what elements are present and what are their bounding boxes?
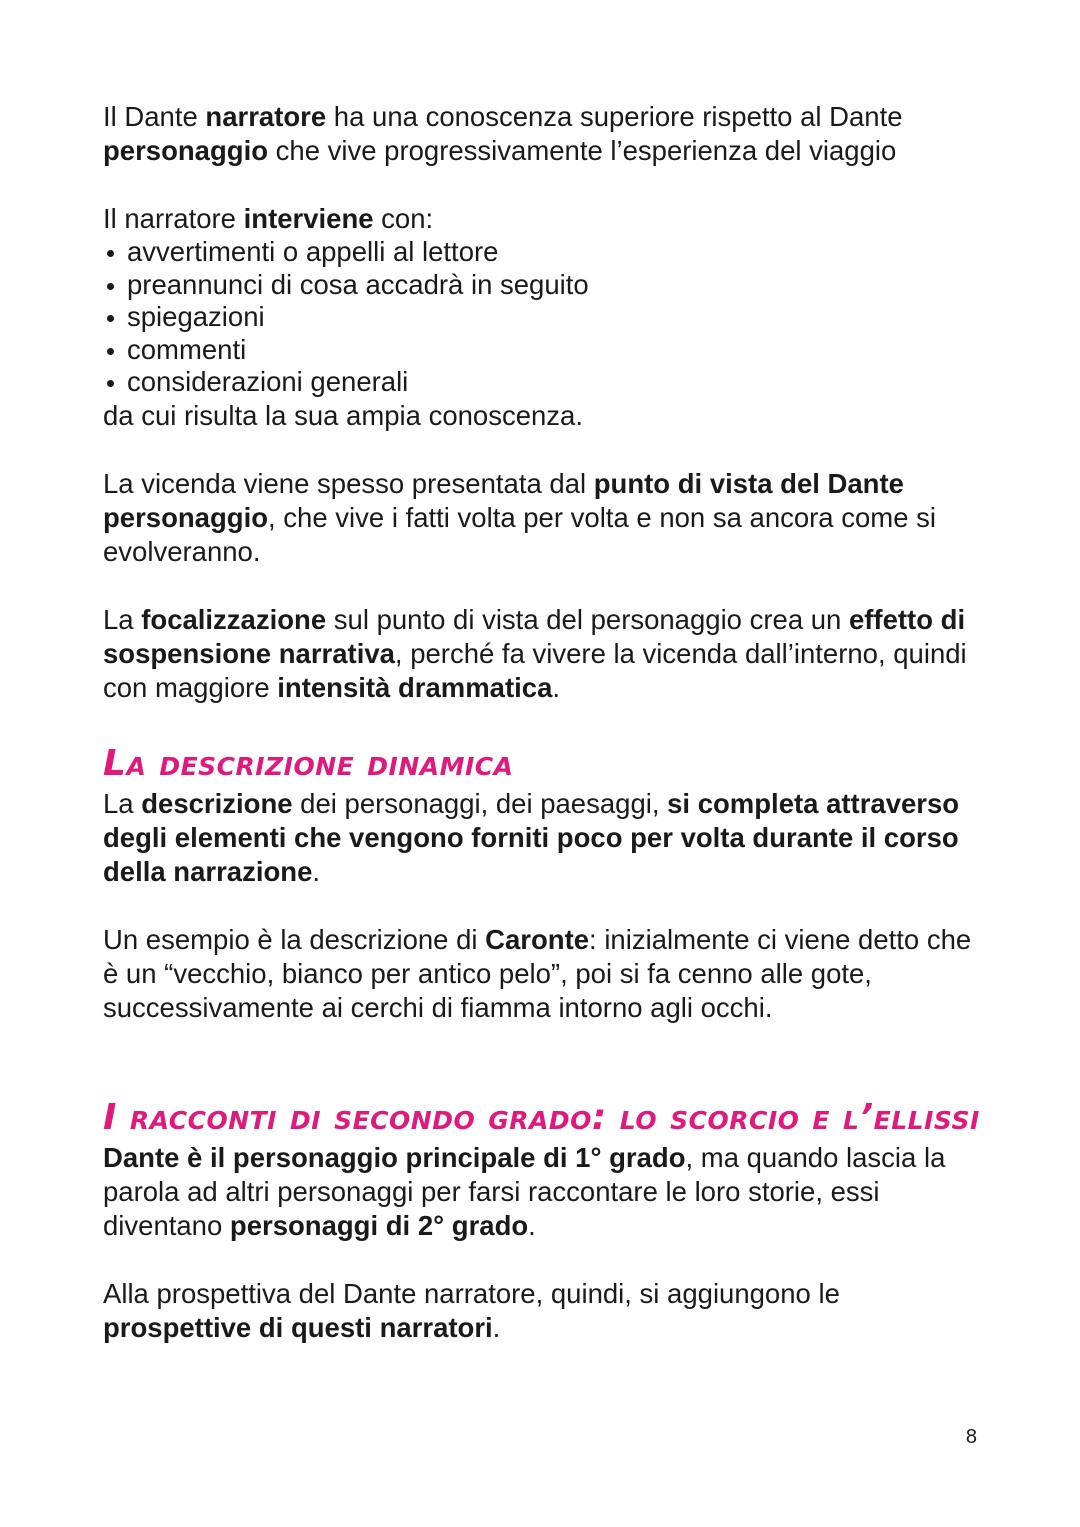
bold-term: focalizzazione — [141, 603, 327, 635]
text-segment: Alla prospettiva del Dante narratore, quindi, si aggiungono le — [103, 1277, 840, 1309]
bold-term: narratore — [205, 101, 327, 132]
bold-term: punto di vista del Dante personaggio — [103, 467, 904, 533]
intro-paragraph — [103, 100, 983, 168]
list-item: spiegazioni — [103, 301, 983, 334]
bold-term: effetto di sospensione narrativa — [103, 603, 966, 669]
caronte-example-paragraph — [103, 923, 983, 1025]
text-segment: La — [103, 603, 142, 635]
list-item: preannunci di cosa accadrà in seguito — [103, 269, 983, 302]
interventions-list — [103, 236, 983, 399]
bold-term: interviene — [243, 203, 374, 234]
interventions-intro — [103, 202, 983, 236]
focalization-paragraph — [103, 603, 983, 705]
bold-term: personaggio — [103, 135, 269, 166]
perspectives-paragraph — [103, 1277, 983, 1345]
bold-term: intensità drammatica — [277, 671, 553, 703]
text-segment: dei personaggi, dei paesaggi, — [292, 787, 668, 819]
second-degree-paragraph — [103, 1141, 983, 1243]
text-segment: che vive progressivamente l’esperienza del viaggio — [268, 135, 897, 166]
text-segment: Un esempio è la descrizione di — [103, 923, 486, 955]
page-number: 8 — [965, 1426, 977, 1448]
bold-term: si completa attraverso degli elementi che vengono forniti poco per volta durante il corso della narrazione — [103, 787, 960, 887]
section-heading-second-degree: I racconti di secondo grado: lo scorcio e l’ellissi — [103, 1096, 980, 1138]
text-segment: . — [552, 671, 561, 703]
text-segment: sul punto di vista del personaggio crea un — [326, 603, 849, 635]
text-segment: : inizialmente ci viene detto che è un “vecchio, bianco per antico pelo”, poi si fa cenno alle gote, successivamente ai cerchi di fiamma intorno agli occhi. — [103, 923, 972, 1023]
interventions-closing: da cui risulta la sua ampia conoscenza. — [103, 399, 583, 431]
list-item: considerazioni generali — [103, 366, 983, 399]
text-segment: ha una conoscenza superiore rispetto al Dante — [326, 101, 903, 132]
bold-term: descrizione — [141, 787, 293, 819]
text-segment: , che vive i fatti volta per volta e non sa ancora come si evolveranno. — [103, 501, 936, 567]
text-segment: , ma quando lascia la parola ad altri personaggi per farsi raccontare le loro storie, essi diventano — [103, 1141, 946, 1241]
text-segment: . — [312, 855, 321, 887]
text-segment: con: — [373, 203, 434, 234]
bold-term: Dante è il personaggio principale di 1° grado — [103, 1141, 686, 1173]
list-item: avvertimenti o appelli al lettore — [103, 236, 983, 269]
text-segment: La vicenda viene spesso presentata dal — [103, 467, 594, 499]
bold-term: personaggi di 2° grado — [229, 1209, 529, 1241]
text-segment: . — [492, 1311, 501, 1343]
point-of-view-paragraph — [103, 467, 983, 569]
list-item: commenti — [103, 334, 983, 367]
text-segment: Il Dante — [103, 101, 206, 132]
text-segment: Il narratore — [103, 203, 244, 234]
section-heading-dynamic-description: La descrizione dinamica — [103, 742, 514, 784]
text-segment: La — [103, 787, 142, 819]
bold-term: Caronte — [485, 923, 590, 955]
dynamic-description-paragraph — [103, 787, 983, 889]
bold-term: prospettive di questi narratori — [103, 1311, 493, 1343]
text-segment: , perché fa vivere la vicenda dall’interno, quindi con maggiore — [103, 637, 967, 703]
text-segment: . — [528, 1209, 536, 1241]
page-content — [103, 100, 983, 1345]
